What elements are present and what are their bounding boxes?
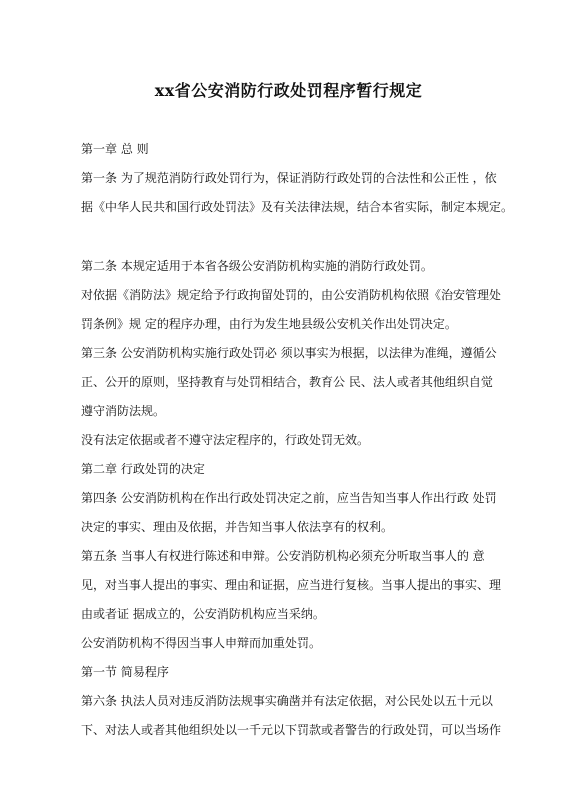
paragraph-line: 第四条 公安消防机构在作出行政处罚决定之前，应当告知当事人作出行政 处罚 xyxy=(81,491,497,505)
paragraph-line: 对依据《消防法》规定给予行政拘留处罚的，由公安消防机构依照《治安管理处 xyxy=(81,288,502,302)
paragraph-line: 罚条例》规 定的程序办理，由行为发生地县级公安机关作出处罚决定。 xyxy=(81,317,457,331)
paragraph-line: 下、对法人或者其他组织处以一千元以下罚款或者警告的行政处罚，可以当场作 xyxy=(81,723,502,737)
paragraph-line: 第二条 本规定适用于本省各级公安消防机构实施的消防行政处罚。 xyxy=(81,259,433,273)
paragraph-line: 由或者证 据成立的，公安消防机构应当采纳。 xyxy=(81,607,325,621)
paragraph-line: 第三条 公安消防机构实施行政处罚必 须以事实为根据，以法律为准绳，遵循公 xyxy=(81,346,497,360)
section-heading: 第一节 简易程序 xyxy=(81,665,169,679)
paragraph-line: 见，对当事人提出的事实、理由和证据，应当进行复核。当事人提出的事实、理 xyxy=(81,578,502,592)
paragraph-line: 第五条 当事人有权进行陈述和申辩。公安消防机构必须充分听取当事人的 意 xyxy=(81,549,485,563)
paragraph-line: 没有法定依据或者不遵守法定程序的，行政处罚无效。 xyxy=(81,433,370,447)
paragraph-line: 第一条 为了规范消防行政处罚行为，保证消防行政处罚的合法性和公正性 ，依 xyxy=(81,171,497,185)
chapter-heading: 第一章 总 则 xyxy=(81,142,149,156)
paragraph-line: 决定的事实、理由及依据，并告知当事人依法享有的权利。 xyxy=(81,520,394,534)
document-title: xx省公安消防行政处罚程序暂行规定 xyxy=(154,81,423,100)
paragraph-line: 第六条 执法人员对违反消防法规事实确凿并有法定依据，对公民处以五十元以 xyxy=(81,694,493,708)
paragraph-line: 正、公开的原则，坚持教育与处罚相结合，教育公 民、法人或者其他组织自觉 xyxy=(81,375,493,389)
paragraph-line: 公安消防机构不得因当事人申辩而加重处罚。 xyxy=(81,636,322,650)
paragraph-line: 据《中华人民共和国行政处罚法》及有关法律法规，结合本省实际，制定本规定。 xyxy=(81,200,514,214)
paragraph-line: 遵守消防法规。 xyxy=(81,404,166,418)
chapter-heading: 第二章 行政处罚的决定 xyxy=(81,462,205,476)
